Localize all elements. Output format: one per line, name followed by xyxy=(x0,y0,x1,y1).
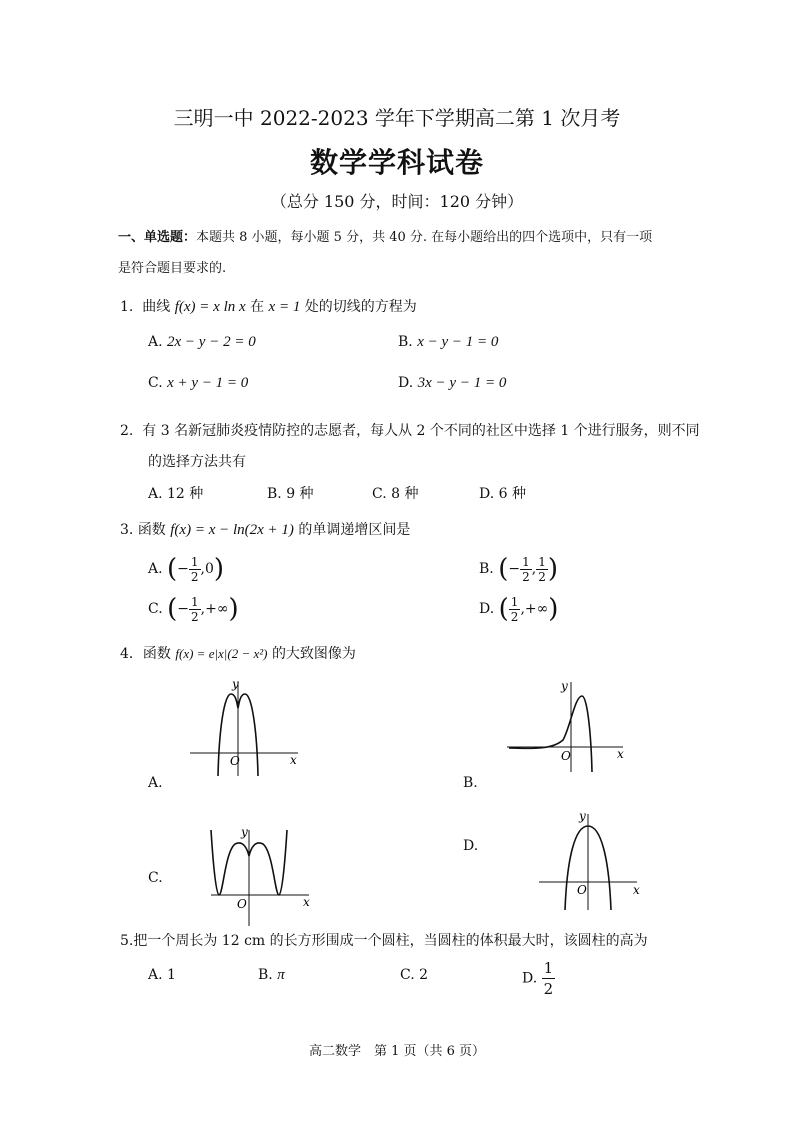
q-num: 4． xyxy=(120,646,143,662)
q5-option-d[interactable] xyxy=(522,958,555,999)
opt-math: 2x − y − 2 = 0 xyxy=(167,334,256,350)
x-label: x xyxy=(633,883,640,897)
q5-option-c[interactable]: C. 2 xyxy=(400,967,429,983)
q5-option-b[interactable] xyxy=(258,967,285,984)
fraction xyxy=(520,555,532,584)
exam-subject-title: 数学学科试卷 xyxy=(309,146,484,179)
origin-label: O xyxy=(561,749,571,763)
fraction xyxy=(189,595,201,624)
comma: , xyxy=(200,601,206,617)
paren: ) xyxy=(213,554,225,584)
num: 1 xyxy=(190,554,199,569)
fraction xyxy=(509,595,521,624)
num: 1 xyxy=(510,594,519,609)
curve xyxy=(509,696,592,772)
section-title: 一、单选题： xyxy=(118,230,197,245)
opt-label: B. xyxy=(398,334,413,350)
q1-option-b[interactable] xyxy=(398,334,498,351)
q-math: x = 1 xyxy=(268,299,301,315)
q2-option-a[interactable]: A. 12 种 xyxy=(148,486,204,502)
y-label: y xyxy=(561,679,568,693)
den: 2 xyxy=(543,980,554,998)
opt-label: C. xyxy=(148,601,163,617)
paren: ) xyxy=(228,594,239,624)
q-math: f(x) = e|x|(2 − x²) xyxy=(175,646,268,661)
opt-math: x + y − 1 = 0 xyxy=(167,375,249,391)
question-2-line2: 的选择方法共有 xyxy=(148,454,246,470)
q-text: 曲线 xyxy=(142,299,171,315)
section-heading xyxy=(118,222,652,253)
q-math: f(x) = x − ln(2x + 1) xyxy=(170,522,294,538)
question-2 xyxy=(120,420,700,440)
neg: − xyxy=(508,561,521,577)
q5-option-a[interactable]: A. 1 xyxy=(148,967,176,983)
den: 2 xyxy=(522,569,530,584)
pi: π xyxy=(277,967,285,983)
x-label: x xyxy=(290,753,297,767)
q-text: 函数 xyxy=(142,646,171,662)
pinf: +∞ xyxy=(524,601,549,617)
comma: , xyxy=(531,561,537,577)
fraction xyxy=(189,555,201,584)
den: 2 xyxy=(191,609,199,624)
q-num: 5. xyxy=(120,933,134,949)
q3-option-c[interactable] xyxy=(148,594,239,624)
pinf: +∞ xyxy=(205,601,229,617)
q1-option-c[interactable] xyxy=(148,375,248,392)
opt-math: 3x − y − 1 = 0 xyxy=(417,375,507,391)
neg: − xyxy=(177,561,189,577)
q-num: 1. xyxy=(120,299,134,315)
x-label: x xyxy=(617,747,624,761)
q3-option-b[interactable] xyxy=(479,554,558,584)
y-label: y xyxy=(241,825,248,839)
q-text: 的单调递增区间是 xyxy=(298,522,411,538)
den: 2 xyxy=(510,609,519,624)
paren: ( xyxy=(498,594,509,624)
num: 1 xyxy=(191,594,199,609)
y-label: y xyxy=(232,677,239,691)
fraction xyxy=(536,555,548,584)
den: 2 xyxy=(190,569,199,584)
paren: ( xyxy=(498,554,509,584)
graph-c[interactable] xyxy=(207,822,317,928)
q4-option-b[interactable]: B. xyxy=(463,775,478,791)
q2-option-c[interactable]: C. 8 种 xyxy=(372,486,419,502)
zero: 0 xyxy=(205,561,214,577)
neg: − xyxy=(177,601,190,617)
opt-label: B. xyxy=(479,561,494,577)
q4-option-d[interactable]: D. xyxy=(463,838,479,854)
q-text: 处的切线的方程为 xyxy=(304,299,417,315)
graph-d[interactable] xyxy=(537,808,645,912)
comma: , xyxy=(520,601,525,617)
fraction xyxy=(542,958,556,999)
opt-label: C. xyxy=(148,375,163,391)
paren: ( xyxy=(167,594,178,624)
opt-label: D. xyxy=(398,375,414,391)
comma: , xyxy=(200,561,205,577)
q-text: 的大致图像为 xyxy=(271,646,356,662)
section-desc-2: 是符合题目要求的. xyxy=(118,261,227,276)
q2-option-d[interactable]: D. 6 种 xyxy=(479,486,526,502)
question-3 xyxy=(120,519,410,539)
q3-option-a[interactable] xyxy=(148,554,224,584)
opt-label: D. xyxy=(522,970,538,987)
paren: ) xyxy=(547,554,558,584)
den: 2 xyxy=(538,569,546,584)
opt-math: x − y − 1 = 0 xyxy=(417,334,499,350)
num: 1 xyxy=(538,554,546,569)
opt-label: A. xyxy=(148,561,163,577)
origin-label: O xyxy=(230,754,240,768)
question-1 xyxy=(120,296,417,316)
section-desc-1: 本题共 8 小题，每小题 5 分，共 40 分. 在每小题给出的四个选项中，只有一项 xyxy=(196,230,653,245)
q-num: 2. xyxy=(120,423,134,439)
q-math: f(x) = x ln x xyxy=(174,299,246,315)
x-label: x xyxy=(303,895,310,909)
paren: ) xyxy=(548,594,559,624)
opt-label: A. xyxy=(148,334,163,350)
question-4 xyxy=(120,643,356,663)
opt-label: D. xyxy=(479,601,495,617)
num: 1 xyxy=(522,554,530,569)
paren: ( xyxy=(167,554,178,584)
origin-label: O xyxy=(237,897,247,911)
q2-option-b[interactable]: B. 9 种 xyxy=(267,486,314,502)
q4-option-a[interactable]: A. xyxy=(148,775,163,791)
q1-option-a[interactable] xyxy=(148,334,256,351)
exam-school-title: 三明一中 2022-2023 学年下学期高二第 1 次月考 xyxy=(173,106,621,130)
q-text: 在 xyxy=(250,299,265,315)
question-5 xyxy=(120,930,648,950)
q-num: 3. xyxy=(120,522,134,538)
origin-label: O xyxy=(577,883,587,897)
q3-option-d[interactable] xyxy=(479,594,558,624)
page-footer: 高二数学 第 1 页（共 6 页） xyxy=(308,1044,486,1059)
q-text: 函数 xyxy=(137,522,166,538)
graph-b[interactable] xyxy=(505,676,630,774)
q4-option-c[interactable]: C. xyxy=(148,870,163,886)
opt-label: B. xyxy=(258,967,273,983)
exam-score-time: （总分 150 分，时间：120 分钟） xyxy=(270,192,524,211)
q-text: 把一个周长为 12 cm 的长方形围成一个圆柱，当圆柱的体积最大时，该圆柱的高为 xyxy=(133,933,648,949)
num: 1 xyxy=(543,959,554,977)
q-text: 有 3 名新冠肺炎疫情防控的志愿者，每人从 2 个不同的社区中选择 1 个进行服务，则不同 xyxy=(142,423,700,439)
q1-option-d[interactable] xyxy=(398,375,506,392)
graph-a[interactable] xyxy=(190,676,310,778)
y-label: y xyxy=(579,809,586,823)
